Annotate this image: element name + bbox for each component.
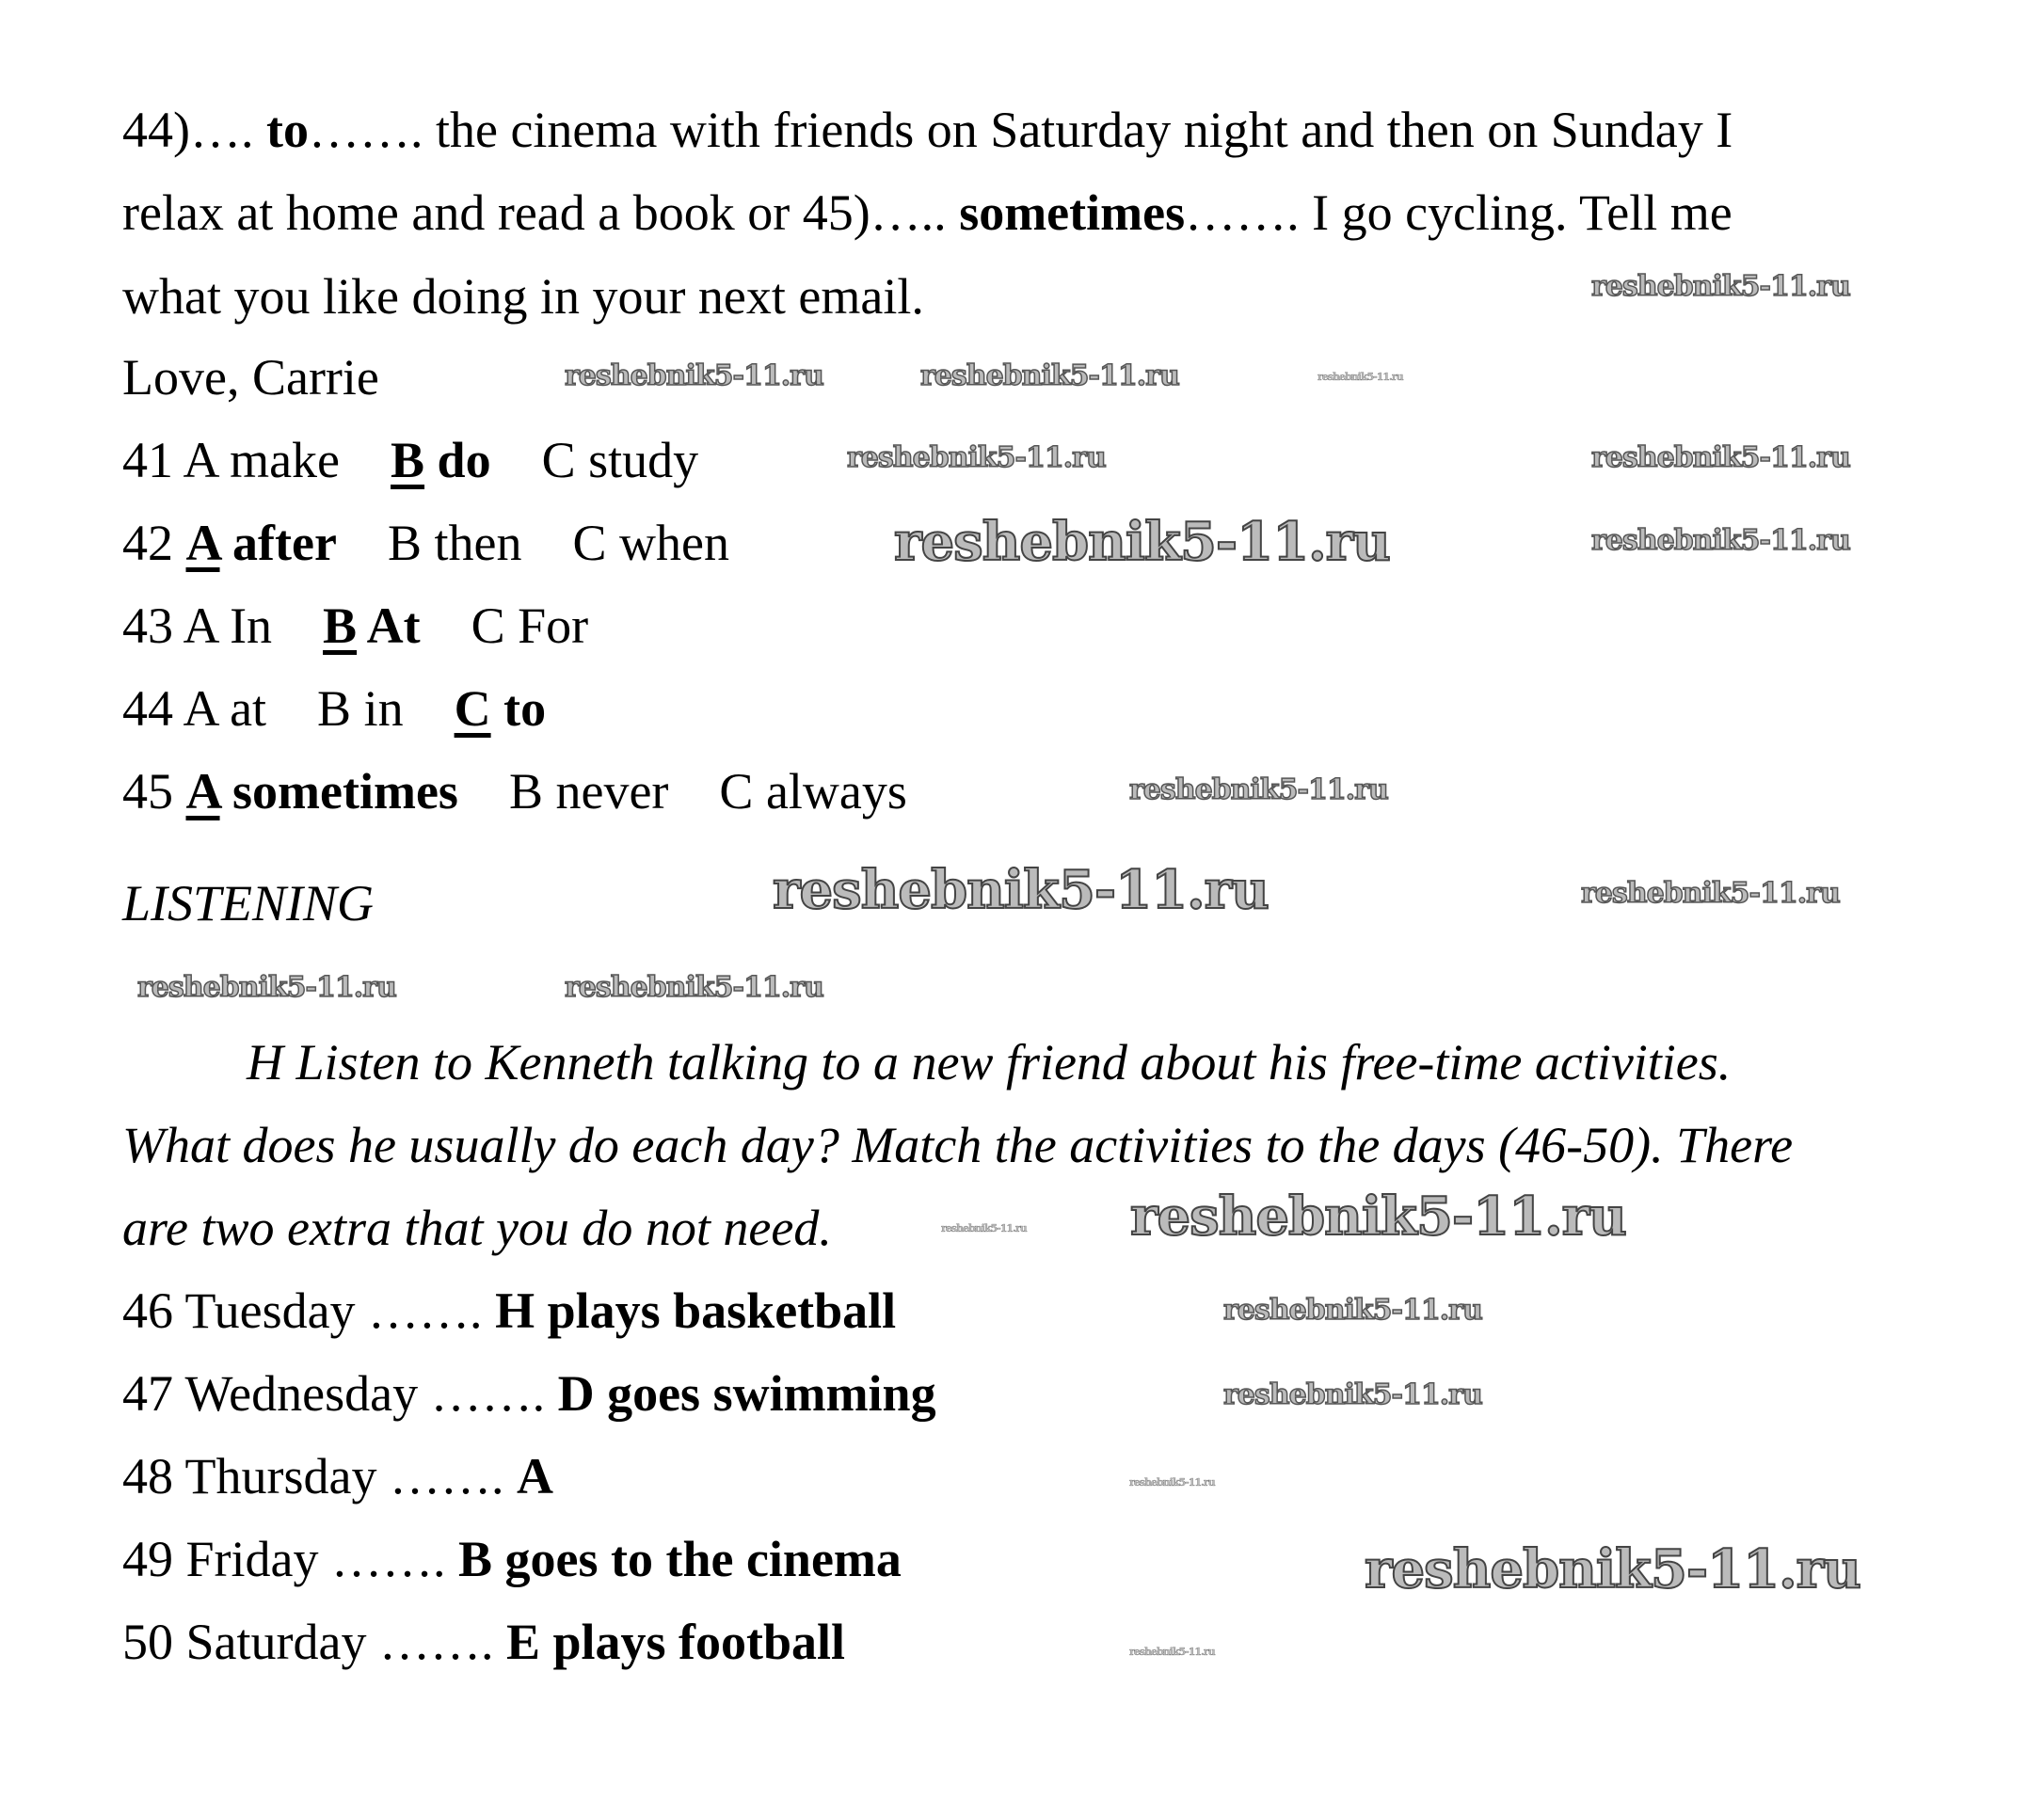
day-label: 49 Friday ……. [122,1531,458,1587]
instruction-line-3: are two extra that you do not need. [122,1200,832,1256]
watermark: reshebnik5-11.ru [1129,1476,1215,1489]
option [391,432,491,488]
watermark: reshebnik5-11.ru [773,859,1269,921]
match-answer: D goes swimming [557,1365,936,1422]
option-letter: B [323,597,358,654]
watermark: reshebnik5-11.ru [894,511,1390,573]
option [719,763,906,820]
option-word: at [230,680,267,737]
option-word: in [363,680,404,737]
match-item [122,1282,896,1339]
watermark: reshebnik5-11.ru [1591,270,1850,303]
text: 44)…. [122,102,266,158]
answer-row [122,680,546,737]
match-item [122,1531,902,1587]
day-label: 46 Tuesday ……. [122,1282,496,1339]
option-word: always [765,763,907,820]
option-word: when [618,515,729,571]
watermark: reshebnik5-11.ru [920,359,1179,392]
instruction-line-2: What does he usually do each day? Match the activities to the days (46-50). There [122,1117,1794,1173]
match-answer: H plays basketball [495,1282,897,1339]
match-answer: E plays football [505,1614,846,1670]
answer-row [122,763,907,820]
option [184,597,273,654]
letter-line-1 [122,102,1733,158]
match-answer: A [516,1448,553,1504]
letter-line-3: what you like doing in your next email. [122,268,924,325]
option [388,515,522,571]
watermark: reshebnik5-11.ru [847,441,1106,474]
option [184,680,267,737]
watermark: reshebnik5-11.ru [1365,1538,1860,1600]
watermark: reshebnik5-11.ru [1129,773,1388,806]
option [509,763,668,820]
watermark: reshebnik5-11.ru [1591,441,1850,474]
question-number: 42 [122,515,173,571]
instruction-line-1: H Listen to Kenneth talking to a new friend about his free-time activities. [247,1034,1732,1091]
day-label: 48 Thursday ……. [122,1448,517,1504]
option-word: In [230,597,273,654]
question-number: 45 [122,763,173,820]
option-word: then [434,515,522,571]
option-letter: A [183,680,217,737]
watermark: reshebnik5-11.ru [565,971,823,1004]
watermark: reshebnik5-11.ru [941,1222,1027,1234]
option-word: For [518,597,589,654]
option-letter: A [185,515,220,571]
option [323,597,421,654]
option-word: do [437,432,491,488]
answer-row [122,597,588,654]
section-heading: LISTENING [122,875,375,931]
option [184,432,340,488]
option [186,515,337,571]
watermark: reshebnik5-11.ru [1223,1294,1482,1327]
answer-row [122,515,729,571]
watermark: reshebnik5-11.ru [1591,524,1850,557]
answer-row [122,432,698,488]
text: relax at home and read a book or 45)….. [122,184,960,241]
question-number: 41 [122,432,173,488]
text: ……. the cinema with friends on Saturday night and then on Sunday I [308,102,1733,158]
watermark: reshebnik5-11.ru [137,971,396,1004]
option-letter: C [541,432,576,488]
option [572,515,729,571]
watermark: reshebnik5-11.ru [1581,877,1840,910]
day-label: 47 Wednesday ……. [122,1365,558,1422]
option-letter: B [508,763,543,820]
match-item [122,1365,936,1422]
option-letter: B [387,515,422,571]
option-letter: C [471,597,505,654]
option-letter: A [183,432,217,488]
question-number: 44 [122,680,173,737]
option-letter: C [454,680,491,737]
option-letter: A [183,597,217,654]
day-label: 50 Saturday ……. [122,1614,506,1670]
answer-text: to [265,102,309,158]
watermark: reshebnik5-11.ru [1130,1186,1626,1248]
option [542,432,699,488]
watermark: reshebnik5-11.ru [1223,1378,1482,1411]
option-letter: A [185,763,220,820]
option-word: At [366,597,421,654]
option-letter: B [391,432,425,488]
match-answer: B goes to the cinema [458,1531,902,1587]
question-number: 43 [122,597,173,654]
match-item [122,1448,553,1504]
option [455,680,546,737]
option-word: never [555,763,669,820]
option-letter: C [572,515,607,571]
option-letter: C [719,763,754,820]
option [317,680,404,737]
watermark: reshebnik5-11.ru [1129,1646,1215,1658]
watermark: reshebnik5-11.ru [1317,371,1403,383]
letter-signature: Love, Carrie [122,349,379,406]
option [471,597,589,654]
option-word: to [503,680,547,737]
option-word: study [588,432,699,488]
option-word: after [232,515,337,571]
answer-text: sometimes [959,184,1186,241]
watermark: reshebnik5-11.ru [565,359,823,392]
option-letter: B [317,680,352,737]
letter-line-2 [122,184,1733,241]
text: ……. I go cycling. Tell me [1185,184,1733,241]
option [186,763,458,820]
option-word: make [230,432,341,488]
match-item [122,1614,845,1670]
option-word: sometimes [232,763,458,820]
